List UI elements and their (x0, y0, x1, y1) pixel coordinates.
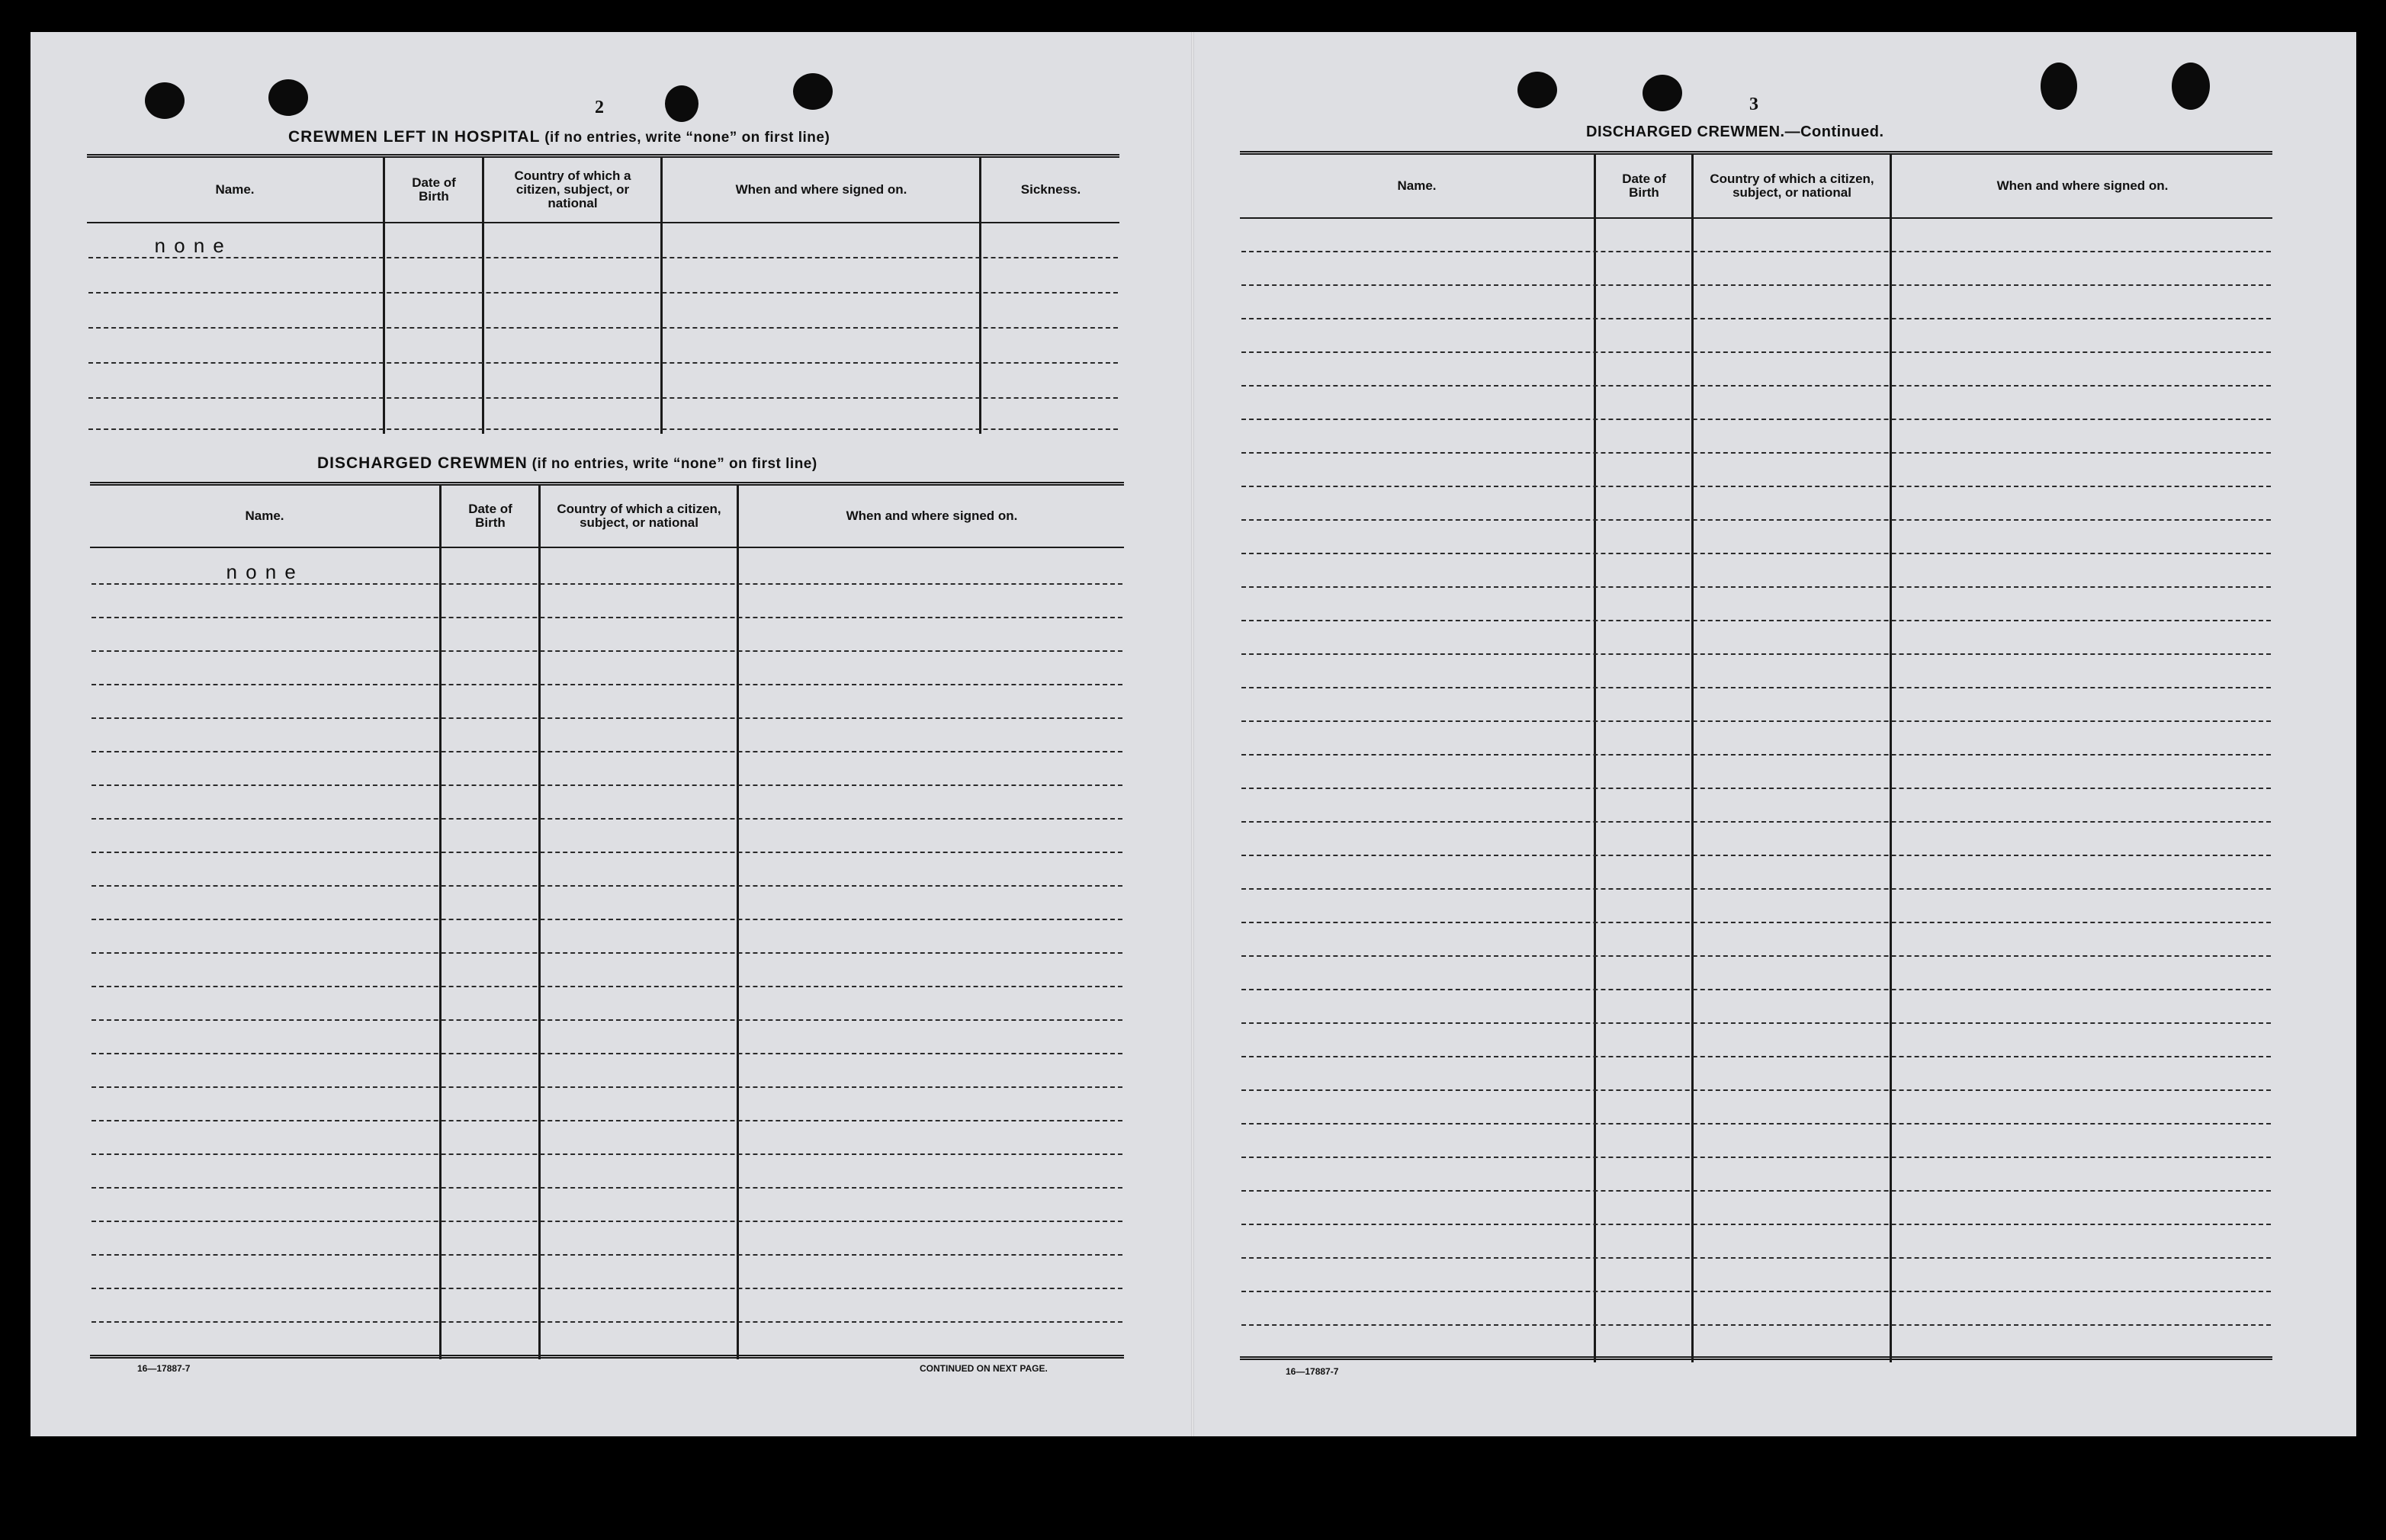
table-row (1241, 687, 2271, 688)
table-row (92, 751, 1122, 752)
hospital-first-entry: none (154, 236, 233, 258)
column-divider (1594, 155, 1596, 1362)
table-row (1241, 1123, 2271, 1125)
page-number: 2 (595, 98, 604, 117)
table-row (92, 1086, 1122, 1088)
continued-note: CONTINUED ON NEXT PAGE. (920, 1363, 1048, 1374)
table-row (1241, 855, 2271, 856)
discharged-continued-title: DISCHARGED CREWMEN.—Continued. (1586, 124, 1884, 140)
table-row (88, 327, 1118, 329)
hospital-table (87, 154, 1119, 434)
table-row (92, 1321, 1122, 1323)
column-header-country: Country of which a citizen, subject, or national (514, 168, 631, 210)
table-row (92, 617, 1122, 618)
table-row (1241, 955, 2271, 957)
hospital-title-main: CREWMEN LEFT IN HOSPITAL (288, 128, 541, 146)
header-rule (90, 547, 1124, 548)
table-bottom-rule (90, 1355, 1124, 1359)
column-header-signed-on: When and where signed on. (846, 509, 1018, 523)
column-divider (660, 158, 663, 434)
column-header-name: Name. (245, 509, 284, 523)
punch-hole (145, 82, 185, 119)
table-row (92, 852, 1122, 853)
table-row (1241, 1056, 2271, 1057)
table-row (1241, 318, 2271, 319)
table-row (1241, 720, 2271, 722)
table-row (92, 684, 1122, 685)
table-row (1241, 821, 2271, 823)
column-header-signed-on: When and where signed on. (1996, 178, 2169, 193)
punch-hole (793, 73, 833, 110)
table-row (92, 885, 1122, 887)
table-row (92, 650, 1122, 652)
table-row (92, 717, 1122, 719)
punch-hole (2172, 63, 2210, 110)
table-row (1241, 452, 2271, 454)
table-row (92, 1254, 1122, 1256)
table-row (92, 1053, 1122, 1054)
column-divider (1691, 155, 1694, 1362)
table-row (1241, 251, 2271, 252)
column-header-date-of-birth: Date of Birth (412, 175, 456, 204)
column-header-name: Name. (215, 182, 255, 197)
table-row (1241, 1089, 2271, 1091)
punch-hole (2041, 63, 2077, 110)
table-row (1241, 419, 2271, 420)
punch-hole (1517, 72, 1557, 108)
column-header-signed-on: When and where signed on. (735, 182, 907, 197)
table-row (88, 292, 1118, 294)
table-row (92, 784, 1122, 786)
column-header-country: Country of which a citizen, subject, or national (557, 502, 721, 530)
table-row (92, 1019, 1122, 1021)
table-row (92, 986, 1122, 987)
form-number: 16—17887-7 (1286, 1366, 1339, 1377)
table-row (1241, 553, 2271, 554)
table-row (92, 583, 1122, 585)
table-row (1241, 989, 2271, 990)
table-row (1241, 284, 2271, 286)
column-divider (482, 158, 484, 434)
column-header-date-of-birth: Date of Birth (1622, 172, 1666, 200)
table-row (1241, 586, 2271, 588)
column-header-name: Name. (1397, 178, 1437, 193)
table-row (1241, 620, 2271, 621)
discharged-section-title (317, 454, 817, 473)
table-row (1241, 1224, 2271, 1225)
table-row (1241, 351, 2271, 353)
hospital-title-note: (if no entries, write “none” on first line) (544, 130, 830, 146)
table-row (92, 952, 1122, 954)
table-row (92, 1153, 1122, 1155)
table-row (1241, 1257, 2271, 1259)
table-row (1241, 788, 2271, 789)
column-divider (979, 158, 981, 434)
table-row (92, 818, 1122, 820)
table-row (1241, 922, 2271, 923)
discharged-table (90, 482, 1124, 1362)
table-row (1241, 1291, 2271, 1292)
table-row (92, 1120, 1122, 1121)
header-rule (87, 222, 1119, 223)
table-row (92, 1221, 1122, 1222)
column-header-date-of-birth: Date of Birth (468, 502, 512, 530)
table-row (92, 919, 1122, 920)
column-divider (1890, 155, 1892, 1362)
table-row (1241, 1157, 2271, 1158)
table-row (92, 1288, 1122, 1289)
table-bottom-rule (1240, 1356, 2272, 1360)
punch-hole (268, 79, 308, 116)
hospital-section-title (288, 128, 830, 146)
table-row (1241, 385, 2271, 387)
table-row (88, 428, 1118, 430)
table-row (1241, 519, 2271, 521)
discharged-title-main: DISCHARGED CREWMEN (317, 454, 528, 472)
table-row (1241, 754, 2271, 756)
table-row (1241, 1022, 2271, 1024)
column-header-country: Country of which a citizen, subject, or national (1710, 172, 1874, 200)
table-row (1241, 1324, 2271, 1326)
form-number: 16—17887-7 (137, 1363, 191, 1374)
table-row (88, 362, 1118, 364)
table-row (1241, 653, 2271, 655)
page-fold (1191, 32, 1194, 1436)
table-row (1241, 1190, 2271, 1192)
table-row (1241, 486, 2271, 487)
discharged-title-note: (if no entries, write “none” on first line) (531, 456, 817, 472)
column-header-sickness: Sickness. (1020, 182, 1081, 197)
punch-hole (1643, 75, 1682, 111)
header-rule (1240, 217, 2272, 219)
discharged-first-entry: none (226, 562, 304, 585)
table-row (88, 397, 1118, 399)
table-row (92, 1187, 1122, 1189)
column-divider (383, 158, 385, 434)
table-row (88, 257, 1118, 258)
discharged-continued-table (1240, 151, 2272, 1367)
table-row (1241, 888, 2271, 890)
punch-hole (665, 85, 698, 122)
page-number: 3 (1749, 95, 1758, 114)
